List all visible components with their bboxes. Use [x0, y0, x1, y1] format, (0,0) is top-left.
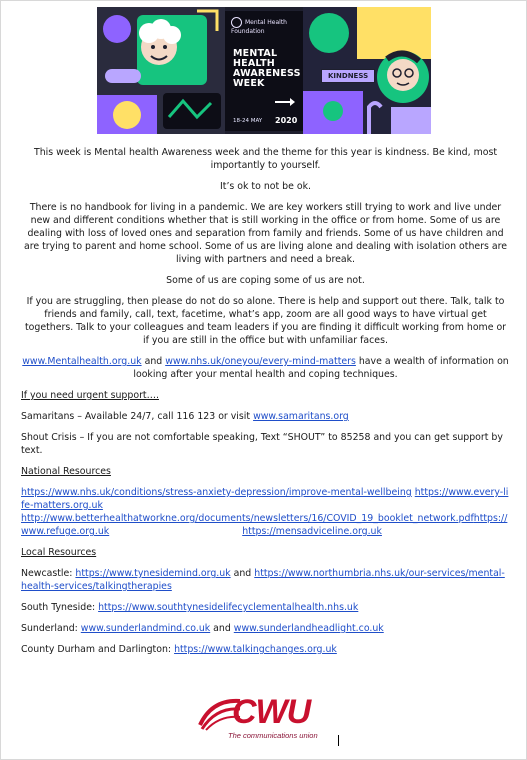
and-text: and: [210, 623, 234, 634]
banner-illustration-left: [97, 7, 225, 134]
northumbria-link[interactable]: https://www.northumbria.nhs.uk/our-services/mental-health-services/talkingtherapies: [21, 568, 505, 592]
every-mind-matters-link[interactable]: www.nhs.uk/oneyou/every-mind-matters: [165, 356, 356, 367]
newcastle-label: Newcastle:: [21, 568, 76, 579]
refuge-link[interactable]: https://www.refuge.org.uk: [21, 513, 508, 537]
south-tyneside-label: South Tyneside:: [21, 602, 99, 613]
document-body: [21, 146, 510, 664]
every-life-matters-link[interactable]: https://www.every-life-matters.org.uk: [21, 487, 509, 511]
tynesidemind-link[interactable]: https://www.tynesidemind.org.uk: [75, 568, 231, 579]
mental-health-foundation-logo: Mental Health Foundation: [231, 19, 287, 35]
mentalhealth-link[interactable]: www.Mentalhealth.org.uk: [22, 356, 142, 367]
samaritans-link[interactable]: www.samaritans.org: [253, 411, 349, 422]
intro-paragraph: This week is Mental health Awareness week and the theme for this year is kindness. Be kind, most importantly to yourself.: [33, 147, 498, 171]
national-resources-links: [21, 486, 510, 538]
mensadviceline-link[interactable]: https://mensadviceline.org.uk: [242, 526, 382, 537]
national-resources-heading: National Resources: [21, 466, 111, 477]
cwu-logo: [198, 689, 343, 745]
sunderland-label: Sunderland:: [21, 623, 81, 634]
cwu-tagline: The communications union: [228, 731, 318, 740]
banner-year: 2020: [275, 116, 298, 125]
samaritans-line: [21, 410, 510, 423]
banner-dates: 18-24 MAY: [233, 118, 263, 124]
samaritans-text: Samaritans – Available 24/7, call 116 123 or visit: [21, 411, 254, 422]
mental-health-awareness-banner: [97, 7, 431, 134]
arrow-right-icon: [275, 101, 293, 103]
talkingchanges-link[interactable]: https://www.talkingchanges.org.uk: [174, 644, 337, 655]
urgent-support-heading: If you need urgent support….: [21, 390, 159, 401]
and-text: and: [230, 568, 255, 579]
county-durham-line: [21, 643, 510, 656]
text-cursor: [338, 735, 339, 746]
south-tyneside-link[interactable]: https://www.southtynesidelifecyclementalhealth.nhs.uk: [98, 602, 359, 613]
county-durham-label: County Durham and Darlington:: [21, 644, 175, 655]
coping-line: Some of us are coping some of us are not.: [166, 275, 365, 286]
ok-not-ok-line: It’s ok to not be ok.: [220, 181, 311, 192]
sunderland-line: [21, 622, 510, 635]
foundation-ring-icon: [231, 17, 242, 28]
banner-title: MENTAL HEALTH AWARENESS WEEK: [233, 48, 301, 89]
and-text: and: [141, 356, 166, 367]
newcastle-line: [21, 567, 510, 593]
nhs-wellbeing-link[interactable]: https://www.nhs.uk/conditions/stress-anxiety-depression/improve-mental-wellbeing: [21, 487, 412, 498]
resources-text: have a wealth of information on looking after your mental health and coping techniques.: [133, 356, 509, 380]
kindness-badge: KINDNESS: [321, 69, 375, 83]
resources-paragraph: [21, 355, 510, 381]
sunderlandheadlight-link[interactable]: www.sunderlandheadlight.co.uk: [233, 623, 384, 634]
shout-crisis-line: Shout Crisis – If you are not comfortable speaking, Text “SHOUT” to 85258 and you can get support by text.: [21, 432, 503, 456]
local-resources-heading: Local Resources: [21, 547, 97, 558]
pandemic-paragraph: There is no handbook for living in a pandemic. We are key workers still trying to work and live under new and different conditions whether that is still working in the office or from home. Some of us are dealing with loss of loved ones and separation from family and friends. Some of us have children and are trying to parent and home school. Some of us are living alone and dealing with isolation others are living with partners and need a break.: [23, 202, 508, 265]
south-tyneside-line: [21, 601, 510, 614]
struggling-paragraph: If you are struggling, then please do not do so alone. There is help and support out there. Talk, talk to friends and family, call, text, facetime, what’s app, zoom are all good ways to have virtual get togethers. Talk to your colleagues and team leaders if you are finding it difficult working from home or if you are still in the office but with unfamiliar faces.: [24, 296, 507, 346]
betterhealth-link[interactable]: http://www.betterhealthatworkne.org/documents/newsletters/16/COVID_19_booklet_network.pdf: [21, 513, 474, 524]
cwu-wordmark: CWU: [232, 693, 311, 731]
sunderlandmind-link[interactable]: www.sunderlandmind.co.uk: [80, 623, 211, 634]
